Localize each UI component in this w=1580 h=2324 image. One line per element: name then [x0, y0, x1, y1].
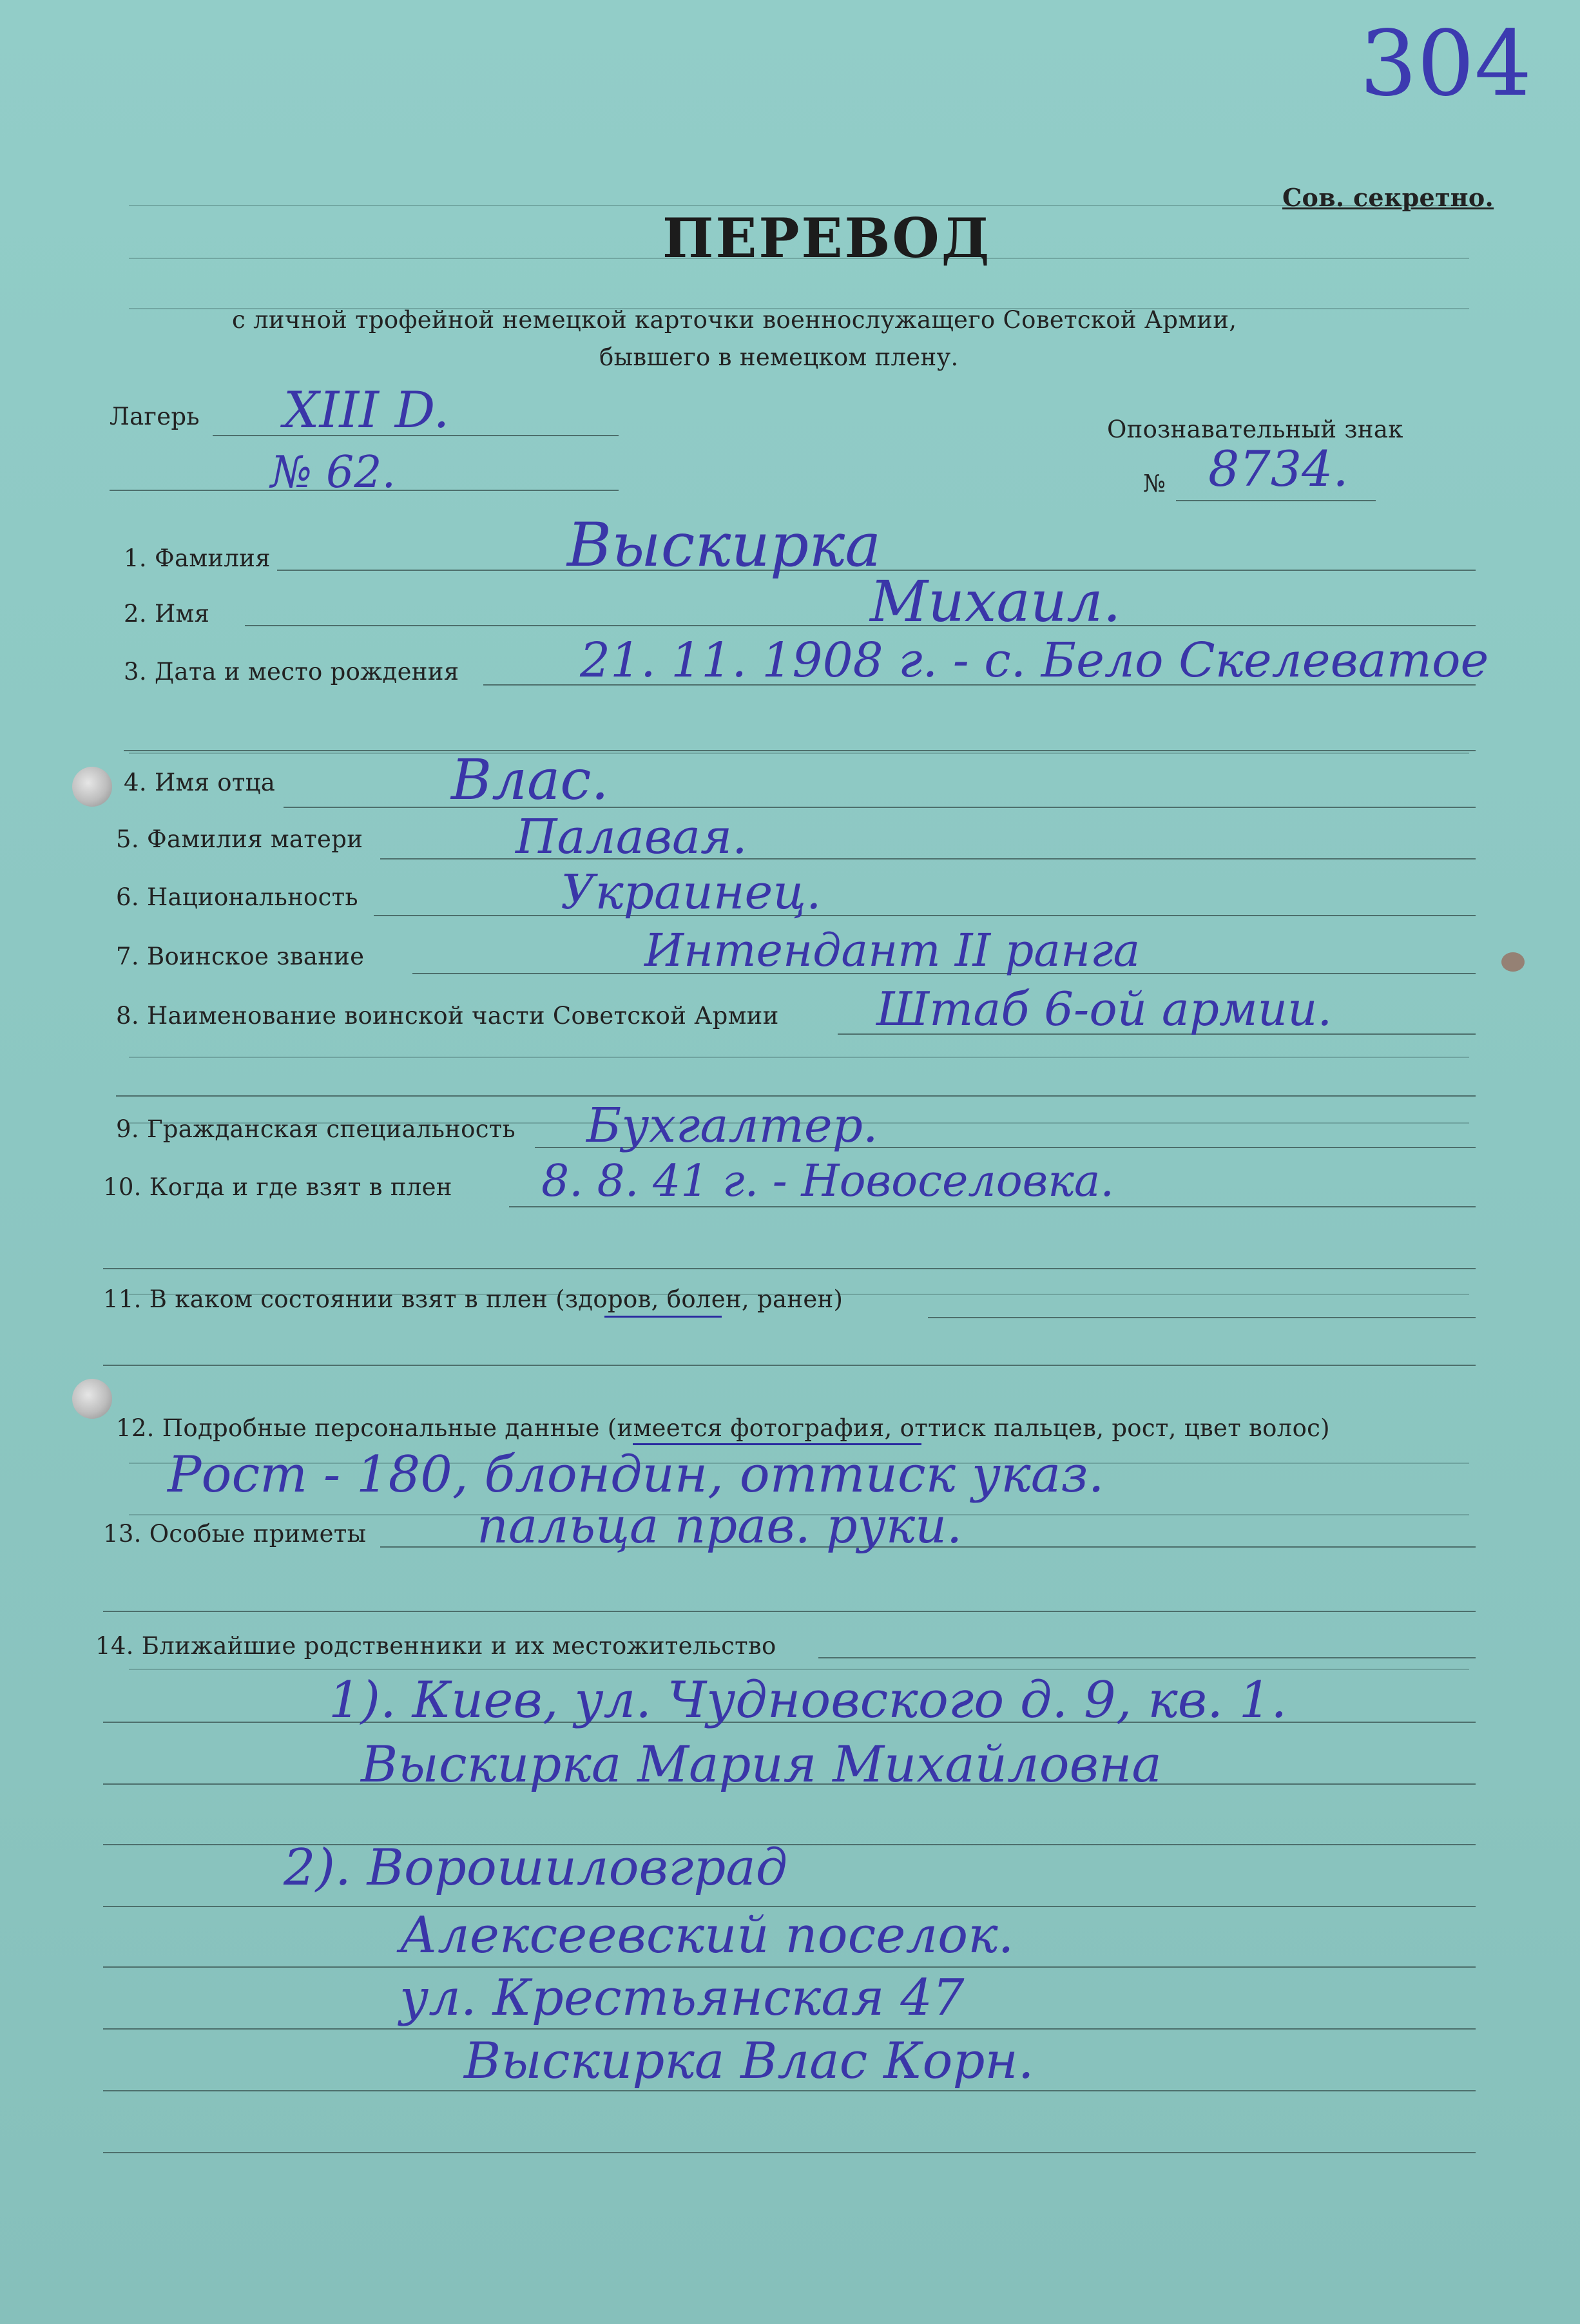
relatives-line-4: Алексеевский поселок. [400, 1906, 1014, 1964]
relatives-line-2: Выскирка Мария Михайловна [361, 1736, 1162, 1794]
field-11-underline [604, 1316, 722, 1318]
faint-rule [129, 753, 1469, 754]
field-4-value: Влас. [451, 748, 609, 812]
field-9-value: Бухгалтер. [586, 1098, 878, 1153]
field-13-label: 13. Особые приметы [103, 1520, 367, 1548]
faint-rule [129, 1669, 1469, 1670]
field-8-rule-2 [116, 1095, 1476, 1097]
relatives-line-5: ул. Крестьянская 47 [400, 1969, 965, 2027]
field-6-value: Украинец. [561, 865, 822, 920]
field-12-label: 12. Подробные персональные данные (имеется фотография, оттиск пальцев, рост, цвет волос) [116, 1414, 1330, 1442]
field-7-label: 7. Воинское звание [116, 943, 365, 970]
field-6-rule [374, 915, 1476, 916]
page-title: ПЕРЕВОД [662, 206, 992, 270]
field-5-label: 5. Фамилия матери [116, 825, 363, 853]
field-11-rule-2 [103, 1365, 1476, 1366]
field-14-rule-e [103, 1966, 1476, 1968]
field-2-rule [245, 625, 1476, 626]
field-11-rule [928, 1317, 1476, 1318]
field-1-value: Выскирка [567, 510, 882, 581]
camp-value: XIII D. [284, 381, 450, 439]
faint-rule [129, 1057, 1469, 1058]
field-14-rule-h [103, 2152, 1476, 2153]
tag-rule [1176, 500, 1376, 501]
field-14-rule-g [103, 2090, 1476, 2091]
field-12-underline [633, 1443, 921, 1445]
field-11-label: 11. В каком состоянии взят в плен (здоров, болен, ранен) [103, 1285, 843, 1313]
punch-hole [72, 1379, 112, 1419]
field-13-rule-2 [103, 1611, 1476, 1612]
tag-label: Опознавательный знак [1107, 416, 1403, 443]
field-2-value: Михаил. [870, 568, 1121, 635]
archive-number: 304 [1360, 12, 1532, 117]
field-8-value: Штаб 6-ой армии. [876, 982, 1333, 1036]
field-5-value: Палавая. [515, 809, 747, 865]
relatives-line-1: 1). Киев, ул. Чудновского д. 9, кв. 1. [329, 1671, 1287, 1729]
relatives-line-6: Выскирка Влас Корн. [464, 2032, 1034, 2090]
field-10-label: 10. Когда и где взят в плен [103, 1173, 452, 1201]
field-6-label: 6. Национальность [116, 883, 358, 911]
field-13-value: пальца прав. руки. [477, 1497, 963, 1554]
field-12-value: Рост - 180, блондин, оттиск указ. [168, 1446, 1104, 1504]
field-4-label: 4. Имя отца [124, 769, 276, 796]
field-3-value: 21. 11. 1908 г. - с. Бело Скелеватое [580, 633, 1489, 688]
field-3-label: 3. Дата и место рождения [124, 658, 459, 686]
field-14-rule [818, 1657, 1476, 1658]
field-3-rule-2 [124, 750, 1476, 751]
tag-value: 8734. [1208, 440, 1349, 497]
camp-label: Лагерь [110, 403, 200, 430]
field-2-label: 2. Имя [124, 600, 210, 628]
camp-subvalue: № 62. [271, 447, 396, 498]
tag-no-label: № [1143, 470, 1166, 497]
field-10-value: 8. 8. 41 г. - Новоселовка. [541, 1156, 1114, 1207]
field-7-value: Интендант II ранга [644, 924, 1141, 977]
field-1-label: 1. Фамилия [124, 544, 271, 572]
classification-stamp: Сов. секретно. [1282, 183, 1494, 212]
field-8-label: 8. Наименование воинской части Советской Армии [116, 1002, 779, 1030]
subtitle-line-1: с личной трофейной немецкой карточки военнослужащего Советской Армии, [232, 306, 1237, 334]
field-9-label: 9. Гражданская специальность [116, 1115, 515, 1143]
field-14-label: 14. Ближайшие родственники и их местожительство [95, 1632, 776, 1660]
subtitle-line-2: бывшего в немецком плену. [599, 343, 959, 371]
relatives-line-3: 2). Ворошиловград [284, 1839, 788, 1897]
field-14-rule-f [103, 2028, 1476, 2030]
stain [1501, 952, 1525, 972]
field-10-rule-2 [103, 1268, 1476, 1269]
punch-hole [72, 767, 112, 807]
